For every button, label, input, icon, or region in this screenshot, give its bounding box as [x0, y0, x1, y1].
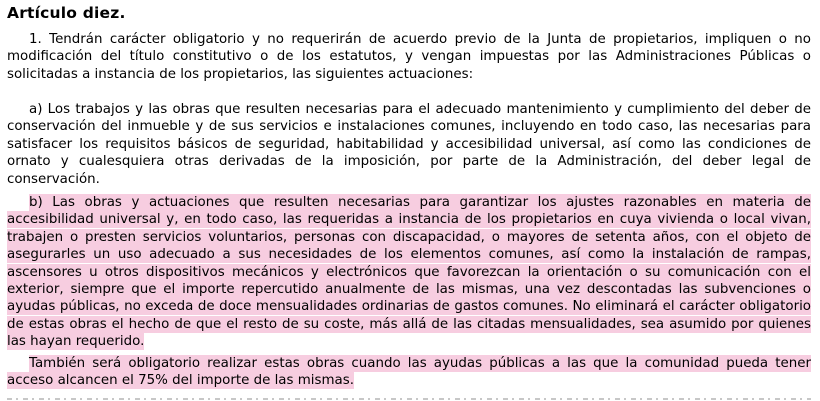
cropped-next-line	[7, 395, 811, 401]
paragraph-b-text: b) Las obras y actuaciones que resulten necesarias para garantizar los ajustes razonables en materia de accesibilidad universal y, en todo caso, las requeridas a instancia de los propietarios en cuya vivienda o local vivan, trabajen o presten servicios voluntarios, personas con discapacidad, o mayores de setenta años, con el objeto de asegurarles un uso adecuado a sus necesidades de los elementos comunes, así como la instalación de rampas, ascensores u otros dispositivos mecánicos y electrónicos que favorezcan la orientación o su comunicación con el exterior, siempre que el importe repercutido anualmente de las mismas, una vez descontadas las subvenciones o ayudas públicas, no exceda de doce mensualidades ordinarias de gastos comunes. No eliminará el carácter obligatorio de estas obras el hecho de que el resto de su coste, más allá de las citadas mensualidades, sea asumido por quienes las hayan requerido.	[7, 195, 811, 350]
paragraph-a-text: a) Los trabajos y las obras que resulten necesarias para el adecuado mantenimiento y cumplimiento del deber de conservación del inmueble y de sus servicios e instalaciones comunes, incluyendo en todo caso, las necesarias para satisfacer los requisitos básicos de seguridad, habitabilidad y accesibilidad universal, así como las condiciones de ornato y cualesquiera otras derivadas de la imposición, por parte de la Administración, del deber legal de conservación.	[7, 102, 811, 187]
paragraph-1	[7, 31, 811, 83]
paragraph-1-text: 1. Tendrán carácter obligatorio y no requerirán de acuerdo previo de la Junta de propietarios, impliquen o no modificación del título constitutivo o de los estatutos, y vengan impuestas por las Administraciones Públicas o solicitadas a instancia de los propietarios, las siguientes actuaciones:	[7, 32, 811, 82]
paragraph-a	[7, 101, 811, 188]
paragraph-b-highlighted	[7, 194, 811, 351]
paragraph-c-text: También será obligatorio realizar estas obras cuando las ayudas públicas a las que la comunidad pueda tener acceso alcancen el 75% del importe de las mismas.	[7, 356, 811, 389]
paragraph-c-highlighted	[7, 355, 811, 390]
article-heading: Artículo diez.	[7, 4, 126, 22]
